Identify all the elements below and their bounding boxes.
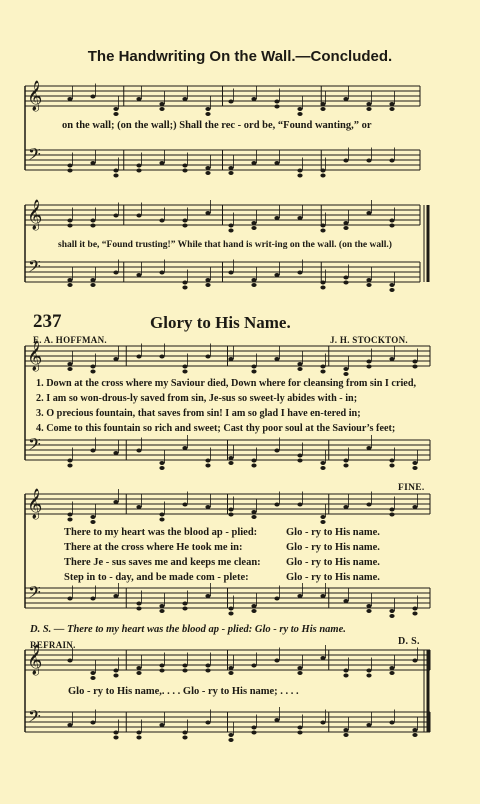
note-head: [274, 105, 279, 109]
note-head: [182, 664, 187, 668]
note-head: [251, 161, 256, 165]
note-head: [90, 515, 95, 519]
note-head: [297, 666, 302, 670]
note-head: [320, 286, 325, 290]
note-head: [228, 171, 233, 175]
note-head: [343, 733, 348, 737]
note-head: [343, 159, 348, 163]
note-head: [389, 159, 394, 163]
note-head: [90, 161, 95, 165]
note-head: [113, 112, 118, 116]
treble-clef-icon: 𝄞: [27, 489, 43, 519]
note-head: [412, 365, 417, 369]
note-head: [297, 169, 302, 173]
note-head: [297, 731, 302, 735]
note-head: [297, 726, 302, 730]
note-head: [366, 107, 371, 111]
note-head: [389, 508, 394, 512]
verse-3: 3. O precious fountain, that saves from sin! I am so glad I have en-tered in;: [36, 408, 361, 419]
note-head: [366, 283, 371, 287]
note-head: [159, 609, 164, 613]
note-head: [343, 281, 348, 285]
note-head: [251, 226, 256, 230]
note-head: [136, 164, 141, 168]
note-head: [113, 736, 118, 740]
note-head: [182, 736, 187, 740]
note-head: [251, 515, 256, 519]
note-head: [389, 513, 394, 517]
note-head: [412, 466, 417, 470]
note-head: [412, 505, 417, 509]
note-head: [251, 365, 256, 369]
note-head: [67, 169, 72, 173]
note-head: [320, 656, 325, 660]
note-head: [389, 107, 394, 111]
note-head: [182, 370, 187, 374]
bass-clef-icon: 𝄢: [28, 582, 41, 606]
note-head: [343, 728, 348, 732]
note-head: [205, 283, 210, 287]
note-head: [182, 164, 187, 168]
note-head: [228, 508, 233, 512]
note-head: [159, 513, 164, 517]
note-head: [228, 666, 233, 670]
refrain-line-3: There Je - sus saves me and keeps me clean:: [64, 557, 261, 568]
note-head: [343, 459, 348, 463]
note-head: [320, 174, 325, 178]
note-head: [113, 271, 118, 275]
note-head: [412, 607, 417, 611]
note-head: [320, 461, 325, 465]
note-head: [182, 607, 187, 611]
note-head: [67, 362, 72, 366]
note-head: [159, 723, 164, 727]
refrain-right-1: Glo - ry to His name.: [286, 527, 380, 538]
note-head: [67, 164, 72, 168]
note-head: [159, 219, 164, 223]
bass-clef-icon: 𝄢: [28, 706, 41, 730]
note-head: [412, 360, 417, 364]
note-head: [412, 659, 417, 663]
note-head: [67, 518, 72, 522]
note-head: [297, 594, 302, 598]
note-head: [297, 107, 302, 111]
note-head: [159, 271, 164, 275]
note-head: [228, 271, 233, 275]
note-head: [228, 671, 233, 675]
note-head: [389, 102, 394, 106]
note-head: [67, 659, 72, 663]
note-head: [90, 676, 95, 680]
note-head: [389, 288, 394, 292]
refrain-line-1: There to my heart was the blood ap - plied:: [64, 527, 258, 538]
note-head: [320, 520, 325, 524]
refrain-right-3: Glo - ry to His name.: [286, 557, 380, 568]
refrain-line-2: There at the cross where He took me in:: [64, 542, 243, 553]
note-head: [136, 731, 141, 735]
note-head: [366, 609, 371, 613]
note-head: [136, 97, 141, 101]
note-head: [412, 461, 417, 465]
note-head: [113, 451, 118, 455]
refrain-right-2: Glo - ry to His name.: [286, 542, 380, 553]
bass-clef-icon: 𝄢: [28, 434, 41, 458]
note-head: [67, 367, 72, 371]
note-head: [366, 211, 371, 215]
note-head: [389, 357, 394, 361]
note-head: [297, 112, 302, 116]
note-head: [274, 273, 279, 277]
note-head: [366, 669, 371, 673]
note-head: [389, 224, 394, 228]
note-head: [205, 278, 210, 282]
composer-credit: J. H. STOCKTON.: [330, 335, 408, 345]
note-head: [389, 283, 394, 287]
note-head: [412, 612, 417, 616]
note-head: [67, 513, 72, 517]
note-head: [159, 604, 164, 608]
note-head: [113, 357, 118, 361]
note-head: [182, 446, 187, 450]
note-head: [136, 736, 141, 740]
system1-lyrics: on the wall; (on the wall;) Shall the rec - ord be, “Found wanting,” or: [62, 120, 372, 131]
note-head: [320, 466, 325, 470]
note-head: [182, 286, 187, 290]
note-head: [228, 229, 233, 233]
note-head: [320, 594, 325, 598]
note-head: [136, 355, 141, 359]
note-head: [274, 503, 279, 507]
bass-clef-icon: 𝄢: [28, 144, 41, 168]
note-head: [343, 464, 348, 468]
note-head: [228, 612, 233, 616]
note-head: [113, 674, 118, 678]
lyricist-credit: E. A. HOFFMAN.: [33, 335, 107, 345]
note-head: [90, 95, 95, 99]
note-head: [67, 459, 72, 463]
note-head: [412, 733, 417, 737]
note-head: [159, 461, 164, 465]
note-head: [251, 726, 256, 730]
note-head: [182, 169, 187, 173]
refrain-label: REFRAIN.: [30, 640, 76, 650]
page-header-title: The Handwriting On the Wall.—Concluded.: [87, 48, 393, 65]
note-head: [251, 510, 256, 514]
note-head: [366, 723, 371, 727]
treble-clef-icon: 𝄞: [27, 81, 43, 111]
note-head: [320, 169, 325, 173]
note-head: [228, 224, 233, 228]
note-head: [389, 721, 394, 725]
note-head: [228, 461, 233, 465]
note-head: [136, 666, 141, 670]
note-head: [205, 166, 210, 170]
note-head: [274, 100, 279, 104]
note-head: [251, 97, 256, 101]
note-head: [182, 97, 187, 101]
note-head: [343, 367, 348, 371]
note-head: [182, 503, 187, 507]
note-head: [159, 161, 164, 165]
note-head: [67, 723, 72, 727]
note-head: [113, 174, 118, 178]
note-head: [136, 273, 141, 277]
note-head: [182, 669, 187, 673]
note-head: [343, 669, 348, 673]
note-head: [251, 278, 256, 282]
fine-marking: FINE.: [398, 483, 425, 493]
note-head: [205, 594, 210, 598]
note-head: [320, 721, 325, 725]
ds-line: D. S. — There to my heart was the blood ap - plied: Glo - ry to His name.: [30, 624, 346, 635]
note-head: [366, 604, 371, 608]
note-head: [205, 505, 210, 509]
note-head: [274, 718, 279, 722]
note-head: [251, 731, 256, 735]
note-head: [320, 281, 325, 285]
note-head: [90, 370, 95, 374]
verse-2: 2. I am so won-drous-ly saved from sin, Je-sus so sweet-ly abides with - in;: [36, 393, 358, 404]
note-head: [159, 466, 164, 470]
note-head: [67, 224, 72, 228]
note-head: [205, 459, 210, 463]
ds-label: D. S.: [398, 636, 420, 647]
note-head: [90, 671, 95, 675]
note-head: [343, 674, 348, 678]
note-head: [113, 500, 118, 504]
note-head: [389, 459, 394, 463]
note-head: [320, 365, 325, 369]
hymn-title: Glory to His Name.: [150, 313, 291, 332]
note-head: [90, 219, 95, 223]
note-head: [113, 669, 118, 673]
note-head: [320, 224, 325, 228]
note-head: [297, 454, 302, 458]
note-head: [297, 503, 302, 507]
treble-clef-icon: 𝄞: [27, 341, 43, 371]
note-head: [182, 281, 187, 285]
note-head: [90, 597, 95, 601]
note-head: [366, 278, 371, 282]
note-head: [228, 456, 233, 460]
treble-clef-icon: 𝄞: [27, 200, 43, 230]
note-head: [366, 365, 371, 369]
note-head: [389, 671, 394, 675]
note-head: [274, 597, 279, 601]
note-head: [251, 283, 256, 287]
note-head: [113, 731, 118, 735]
note-head: [159, 102, 164, 106]
note-head: [297, 271, 302, 275]
hymn-number: 237: [33, 311, 62, 332]
note-head: [343, 505, 348, 509]
note-head: [90, 283, 95, 287]
note-head: [366, 674, 371, 678]
note-head: [343, 226, 348, 230]
note-head: [412, 728, 417, 732]
note-head: [366, 159, 371, 163]
note-head: [182, 224, 187, 228]
note-head: [320, 102, 325, 106]
note-head: [205, 107, 210, 111]
note-head: [274, 161, 279, 165]
bass-clef-icon: 𝄢: [28, 256, 41, 280]
note-head: [297, 362, 302, 366]
note-head: [251, 464, 256, 468]
note-head: [274, 659, 279, 663]
note-head: [136, 607, 141, 611]
note-head: [205, 464, 210, 468]
note-head: [320, 515, 325, 519]
note-head: [90, 278, 95, 282]
note-head: [205, 112, 210, 116]
note-head: [320, 107, 325, 111]
note-head: [136, 449, 141, 453]
note-head: [205, 664, 210, 668]
note-head: [67, 464, 72, 468]
note-head: [343, 97, 348, 101]
note-head: [205, 669, 210, 673]
note-head: [297, 367, 302, 371]
note-head: [90, 721, 95, 725]
note-head: [389, 609, 394, 613]
note-head: [228, 607, 233, 611]
note-head: [366, 503, 371, 507]
note-head: [274, 357, 279, 361]
note-head: [297, 671, 302, 675]
note-head: [113, 594, 118, 598]
note-head: [389, 614, 394, 618]
note-head: [67, 219, 72, 223]
note-head: [159, 669, 164, 673]
treble-clef-icon: 𝄞: [27, 645, 43, 675]
note-head: [159, 107, 164, 111]
note-head: [343, 599, 348, 603]
note-head: [113, 107, 118, 111]
note-head: [251, 370, 256, 374]
note-head: [343, 221, 348, 225]
note-head: [251, 604, 256, 608]
note-head: [113, 169, 118, 173]
note-head: [136, 169, 141, 173]
note-head: [251, 459, 256, 463]
note-head: [343, 276, 348, 280]
note-head: [182, 602, 187, 606]
note-head: [205, 171, 210, 175]
note-head: [90, 224, 95, 228]
note-head: [297, 174, 302, 178]
note-head: [205, 355, 210, 359]
note-head: [159, 518, 164, 522]
note-head: [274, 216, 279, 220]
note-head: [366, 446, 371, 450]
note-head: [251, 664, 256, 668]
note-head: [136, 505, 141, 509]
note-head: [251, 221, 256, 225]
note-head: [67, 597, 72, 601]
note-head: [228, 733, 233, 737]
note-head: [90, 365, 95, 369]
note-head: [228, 738, 233, 742]
note-head: [228, 166, 233, 170]
note-head: [159, 355, 164, 359]
note-head: [182, 219, 187, 223]
note-head: [251, 609, 256, 613]
note-head: [320, 229, 325, 233]
note-head: [389, 666, 394, 670]
verse-4: 4. Come to this fountain so rich and sweet; Cast thy poor soul at the Saviour’s feet;: [36, 423, 396, 434]
verse-1: 1. Down at the cross where my Saviour died, Down where for cleansing from sin I cried,: [36, 378, 417, 389]
note-head: [343, 372, 348, 376]
note-head: [113, 214, 118, 218]
note-head: [205, 721, 210, 725]
refrain-line-4: Step in to - day, and be made com - plete:: [64, 572, 249, 583]
note-head: [182, 731, 187, 735]
note-head: [389, 464, 394, 468]
note-head: [159, 664, 164, 668]
note-head: [320, 370, 325, 374]
note-head: [205, 211, 210, 215]
note-head: [297, 459, 302, 463]
note-head: [136, 602, 141, 606]
note-head: [136, 671, 141, 675]
note-head: [228, 513, 233, 517]
note-head: [366, 360, 371, 364]
refrain-right-4: Glo - ry to His name.: [286, 572, 380, 583]
note-head: [90, 520, 95, 524]
note-head: [67, 283, 72, 287]
note-head: [228, 100, 233, 104]
note-head: [366, 102, 371, 106]
note-head: [274, 449, 279, 453]
note-head: [67, 97, 72, 101]
note-head: [389, 219, 394, 223]
chorus-lyrics: Glo - ry to His name,. . . . Glo - ry to His name; . . . .: [68, 686, 299, 697]
note-head: [182, 365, 187, 369]
note-head: [90, 449, 95, 453]
system2-lyrics: shall it be, “Found trusting!” While that hand is writ-ing on the wall. (on the wall.): [58, 240, 392, 250]
note-head: [228, 357, 233, 361]
note-head: [297, 216, 302, 220]
note-head: [67, 278, 72, 282]
note-head: [136, 214, 141, 218]
